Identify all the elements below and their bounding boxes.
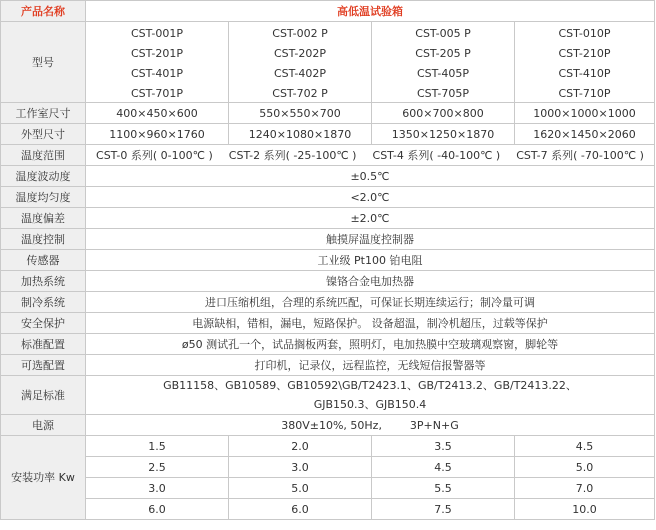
model-col-4 [515, 22, 655, 103]
install-power-cell: 6.0 [86, 499, 229, 520]
temp-range-item: CST-4 系列( -40-100℃ ) [372, 148, 501, 162]
install-power-cell: 1.5 [86, 436, 229, 457]
install-power-cell: 4.5 [515, 436, 655, 457]
model-item: CST-002 P [272, 27, 328, 40]
install-power-cell: 7.0 [515, 478, 655, 499]
product-name-header: 产品名称 [1, 1, 86, 22]
cooling-row [1, 292, 655, 313]
work-size-value: 550×550×700 [229, 103, 372, 124]
work-size-label: 工作室尺寸 [1, 103, 86, 124]
fluctuation-label: 温度波动度 [1, 166, 86, 187]
optional-config-value: 打印机，记录仪，远程监控，无线短信报警器等 [86, 355, 655, 376]
install-power-cell: 4.5 [372, 457, 515, 478]
header-row [1, 1, 655, 22]
temp-range-values [86, 145, 655, 166]
model-item: CST-401P [131, 67, 183, 80]
model-label: 型号 [1, 22, 86, 103]
fluctuation-value: ±0.5℃ [86, 166, 655, 187]
outer-size-row [1, 124, 655, 145]
heating-value: 镍铬合金电加热器 [86, 271, 655, 292]
safety-label: 安全保护 [1, 313, 86, 334]
outer-size-value: 1100×960×1760 [86, 124, 229, 145]
model-col-1 [86, 22, 229, 103]
model-item: CST-205 P [415, 47, 471, 60]
model-item: CST-010P [558, 27, 611, 40]
uniformity-row [1, 187, 655, 208]
sensor-label: 传感器 [1, 250, 86, 271]
model-col-2 [229, 22, 372, 103]
model-item: CST-201P [131, 47, 183, 60]
optional-config-label: 可选配置 [1, 355, 86, 376]
norms-value [86, 376, 655, 415]
install-power-cell: 5.0 [229, 478, 372, 499]
control-row [1, 229, 655, 250]
optional-config-row [1, 355, 655, 376]
install-power-cell: 3.0 [229, 457, 372, 478]
model-item: CST-210P [558, 47, 611, 60]
model-col-3 [372, 22, 515, 103]
temp-range-label: 温度范围 [1, 145, 86, 166]
temp-range-row [1, 145, 655, 166]
model-item: CST-005 P [415, 27, 471, 40]
install-power-cell: 10.0 [515, 499, 655, 520]
model-row [1, 22, 655, 103]
outer-size-value: 1620×1450×2060 [515, 124, 655, 145]
work-size-row [1, 103, 655, 124]
uniformity-value: <2.0℃ [86, 187, 655, 208]
cooling-label: 制冷系统 [1, 292, 86, 313]
model-item: CST-402P [274, 67, 326, 80]
safety-row [1, 313, 655, 334]
model-item: CST-410P [558, 67, 611, 80]
norms-label: 满足标准 [1, 376, 86, 415]
install-power-row [1, 499, 655, 520]
work-size-value: 600×700×800 [372, 103, 515, 124]
temp-range-item: CST-0 系列( 0-100℃ ) [96, 148, 213, 162]
install-power-cell: 2.0 [229, 436, 372, 457]
standard-config-value: ø50 测试孔一个，试品搁板两套，照明灯，电加热膜中空玻璃观察窗，脚轮等 [86, 334, 655, 355]
standard-config-row [1, 334, 655, 355]
norms-line: GJB150.3、GJB150.4 [313, 398, 427, 411]
model-item: CST-202P [274, 47, 326, 60]
control-value: 触摸屏温度控制器 [86, 229, 655, 250]
model-item: CST-705P [417, 87, 469, 100]
install-power-cell: 7.5 [372, 499, 515, 520]
install-power-cell: 5.5 [372, 478, 515, 499]
deviation-value: ±2.0℃ [86, 208, 655, 229]
install-power-cell: 6.0 [229, 499, 372, 520]
install-power-row [1, 436, 655, 457]
safety-value: 电源缺相，错相，漏电，短路保护。 设备超温，制冷机超压，过载等保护 [86, 313, 655, 334]
power-supply-label: 电源 [1, 415, 86, 436]
temp-range-item: CST-2 系列( -25-100℃ ) [228, 148, 357, 162]
deviation-row [1, 208, 655, 229]
outer-size-value: 1240×1080×1870 [229, 124, 372, 145]
work-size-value: 400×450×600 [86, 103, 229, 124]
install-power-row [1, 457, 655, 478]
sensor-value: 工业级 Pt100 铂电阻 [86, 250, 655, 271]
install-power-cell: 3.0 [86, 478, 229, 499]
heating-row [1, 271, 655, 292]
model-item: CST-710P [558, 87, 611, 100]
power-supply-row [1, 415, 655, 436]
install-power-cell: 2.5 [86, 457, 229, 478]
temp-range-item: CST-7 系列( -70-100℃ ) [516, 148, 644, 162]
fluctuation-row [1, 166, 655, 187]
install-power-row [1, 478, 655, 499]
heating-label: 加热系统 [1, 271, 86, 292]
outer-size-label: 外型尺寸 [1, 124, 86, 145]
work-size-value: 1000×1000×1000 [515, 103, 655, 124]
deviation-label: 温度偏差 [1, 208, 86, 229]
install-power-label: 安装功率 Kw [1, 436, 86, 520]
model-item: CST-001P [131, 27, 183, 40]
cooling-value: 进口压缩机组，合理的系统匹配，可保证长期连续运行；制冷量可调 [86, 292, 655, 313]
standard-config-label: 标准配置 [1, 334, 86, 355]
uniformity-label: 温度均匀度 [1, 187, 86, 208]
control-label: 温度控制 [1, 229, 86, 250]
install-power-cell: 3.5 [372, 436, 515, 457]
outer-size-value: 1350×1250×1870 [372, 124, 515, 145]
power-supply-value: 380V±10%, 50Hz, 3P+N+G [86, 415, 655, 436]
model-item: CST-701P [131, 87, 183, 100]
model-item: CST-702 P [272, 87, 328, 100]
product-title: 高低温试验箱 [86, 1, 655, 22]
sensor-row [1, 250, 655, 271]
model-item: CST-405P [417, 67, 469, 80]
install-power-cell: 5.0 [515, 457, 655, 478]
norms-row [1, 376, 655, 415]
norms-line: GB11158、GB10589、GB10592\GB/T2423.1、GB/T2413.2、GB/T2413.22、 [163, 379, 577, 392]
